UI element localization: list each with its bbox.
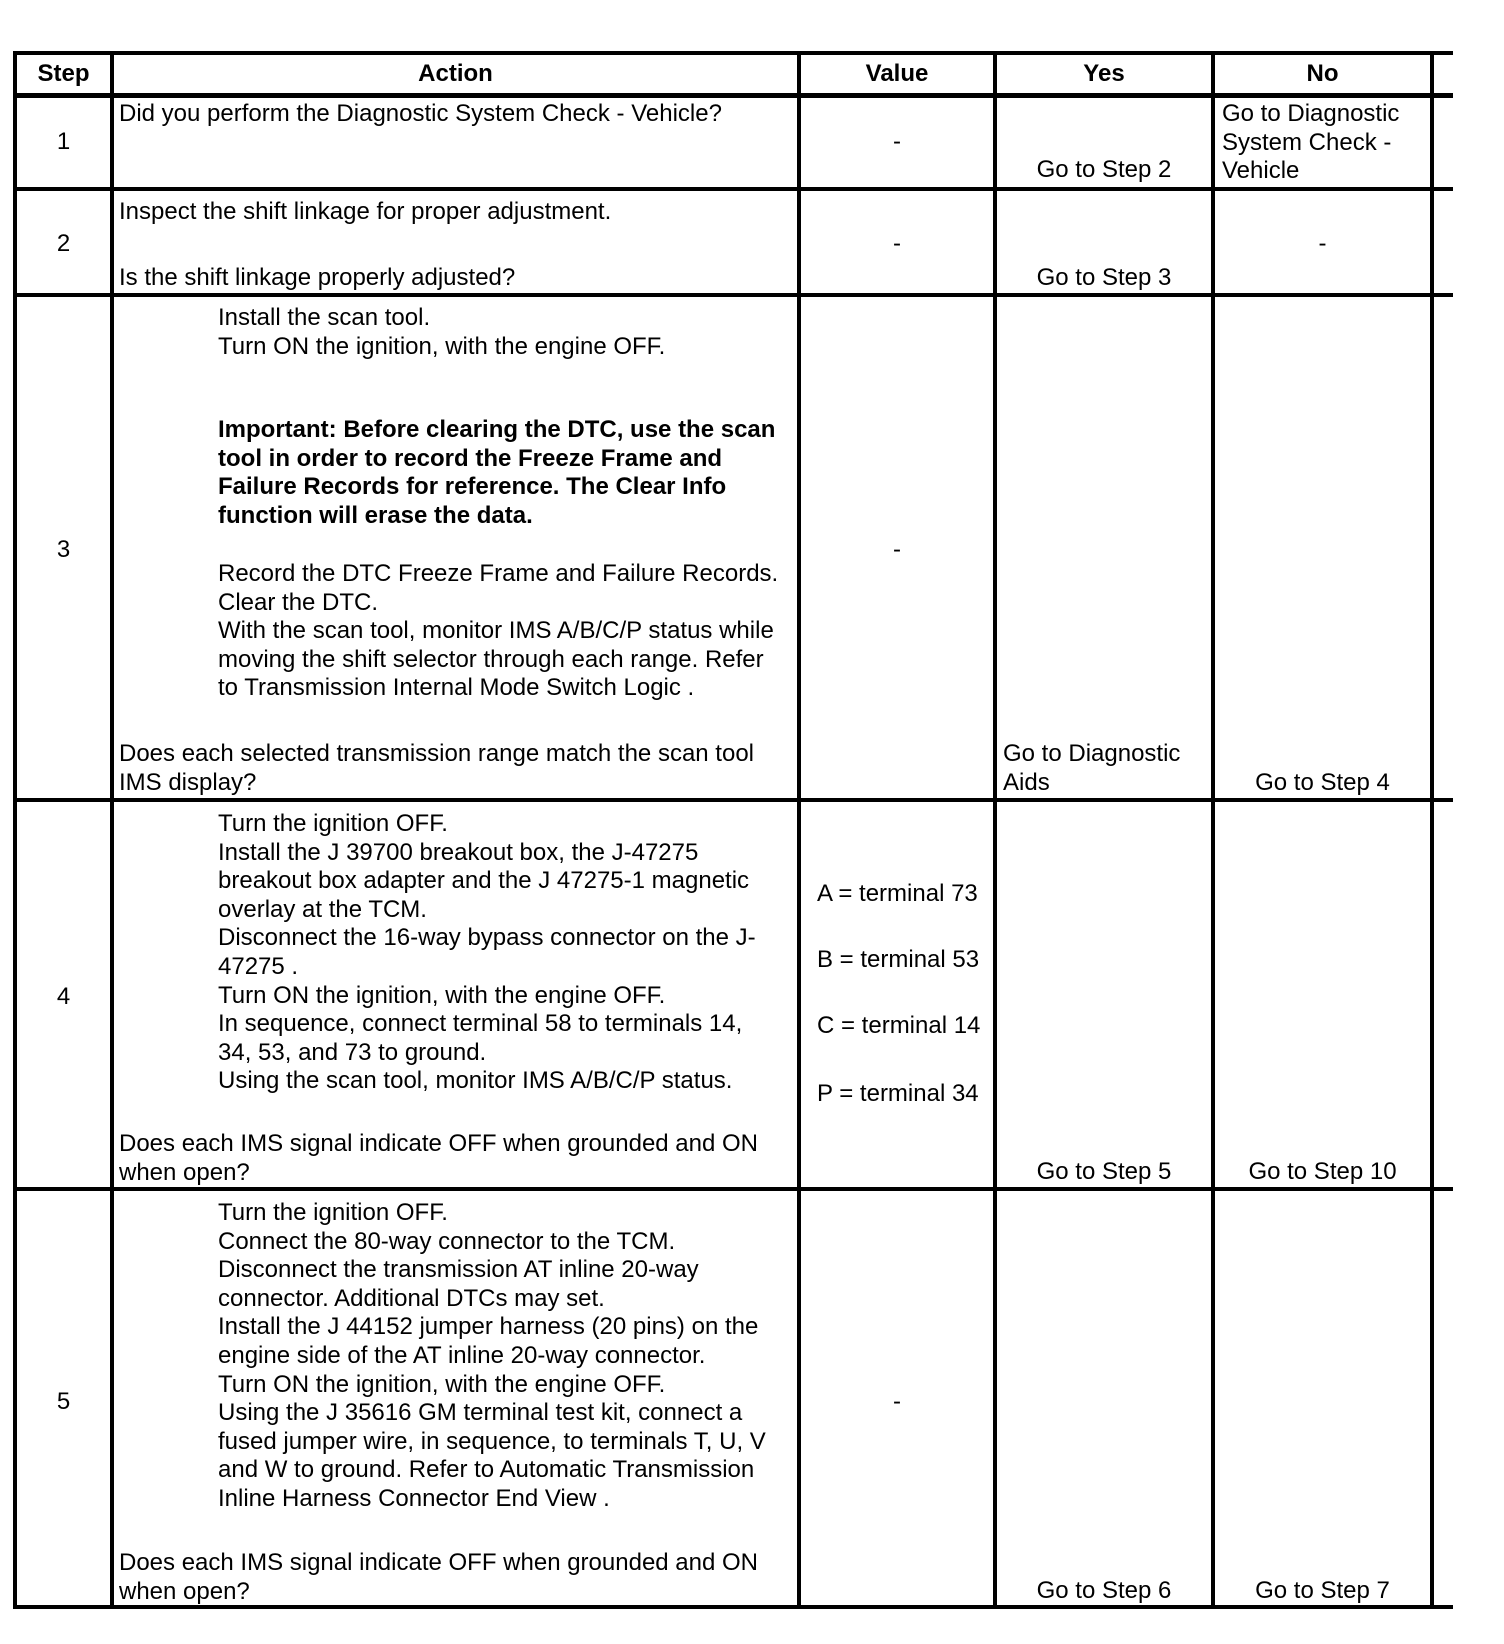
no-line: System Check -: [1222, 128, 1392, 156]
yes-link[interactable]: Go to Step 3: [1036, 264, 1172, 291]
important-line: Failure Records for reference. The Clear Info: [218, 473, 727, 501]
action-line: 34, 53, and 73 to ground.: [218, 1038, 487, 1066]
action-text: Inspect the shift linkage for proper adjustment.: [119, 198, 612, 225]
no-link[interactable]: Go to Step 10: [1248, 1158, 1397, 1185]
question-line: Does each IMS signal indicate OFF when grounded and ON: [119, 1549, 759, 1576]
value-text: -: [893, 128, 901, 155]
action-line: Turn ON the ignition, with the engine OFF.: [218, 332, 666, 360]
step-number: 4: [56, 983, 71, 1010]
yes-link[interactable]: [1003, 740, 1208, 797]
question-line: IMS display?: [119, 768, 257, 796]
row-divider-3: [13, 798, 1453, 802]
action-line: Using the J 35616 GM terminal test kit, connect a: [218, 1399, 743, 1427]
col-divider-yes: [1211, 51, 1215, 1609]
no-line: Go to Diagnostic: [1222, 100, 1400, 127]
value-terminal: C = terminal 14: [817, 1012, 981, 1039]
action-line: Install the J 39700 breakout box, the J-47275: [218, 838, 699, 866]
header-step: Step: [37, 60, 90, 87]
action-line: Turn the ignition OFF.: [218, 1199, 448, 1226]
yes-link[interactable]: Go to Step 6: [1036, 1577, 1172, 1604]
action-text: [119, 100, 794, 129]
action-line: In sequence, connect terminal 58 to terminals 14,: [218, 1010, 743, 1038]
action-line: to Transmission Internal Mode Switch Logic .: [218, 674, 695, 702]
yes-link[interactable]: Go to Step 2: [1036, 156, 1172, 183]
action-line: Install the J 44152 jumper harness (20 pins) on the: [218, 1313, 759, 1341]
action-line: Disconnect the 16-way bypass connector on the J-: [218, 924, 756, 952]
action-question: [119, 1130, 794, 1187]
value-text: -: [893, 1388, 901, 1415]
step-number: 2: [56, 230, 71, 257]
action-line: Using the scan tool, monitor IMS A/B/C/P status.: [218, 1067, 733, 1095]
header-no: No: [1306, 60, 1339, 87]
action-text: [218, 1199, 796, 1514]
important-note: [218, 416, 796, 530]
header-yes: Yes: [1083, 60, 1125, 87]
row-divider-4: [13, 1187, 1453, 1191]
no-text: -: [1318, 230, 1327, 257]
action-line: Connect the 80-way connector to the TCM.: [218, 1227, 676, 1255]
no-line: Vehicle: [1222, 157, 1300, 185]
action-line: Inline Harness Connector End View .: [218, 1484, 610, 1512]
action-line: fused jumper wire, in sequence, to terminals T, U, V: [218, 1427, 766, 1455]
action-line: Turn the ignition OFF.: [218, 810, 448, 837]
action-text: [218, 560, 796, 703]
header-action: Action: [418, 60, 493, 87]
action-line: With the scan tool, monitor IMS A/B/C/P status while: [218, 617, 774, 645]
action-question: [119, 740, 794, 797]
question-line: Does each IMS signal indicate OFF when grounded and ON: [119, 1130, 759, 1157]
important-line: Important: Before clearing the DTC, use the scan: [218, 416, 776, 443]
no-link[interactable]: Go to Step 4: [1255, 769, 1390, 796]
important-line: function will erase the data.: [218, 501, 533, 529]
yes-line: Aids: [1003, 768, 1050, 796]
action-line: 47275 .: [218, 952, 299, 980]
action-line: Turn ON the ignition, with the engine OFF.: [218, 981, 666, 1009]
table-border-left: [13, 51, 17, 1609]
action-line: Clear the DTC.: [218, 588, 379, 616]
action-line: Disconnect the transmission AT inline 20-way: [218, 1256, 699, 1284]
step-number: 3: [56, 536, 71, 563]
row-divider-1: [13, 187, 1453, 191]
action-line: Record the DTC Freeze Frame and Failure Records.: [218, 560, 779, 587]
value-terminal: B = terminal 53: [817, 946, 980, 973]
step-number: 5: [56, 1388, 71, 1415]
action-line: and W to ground. Refer to Automatic Transmission: [218, 1456, 755, 1484]
action-line: Did you perform the Diagnostic System Check - Vehicle?: [119, 100, 722, 127]
step-number: 1: [56, 128, 71, 155]
no-link[interactable]: [1222, 100, 1427, 186]
action-line: Turn ON the ignition, with the engine OFF.: [218, 1370, 666, 1398]
question-line: when open?: [119, 1577, 250, 1605]
yes-line: Go to Diagnostic: [1003, 740, 1181, 767]
value-text: -: [893, 230, 901, 257]
important-line: tool in order to record the Freeze Frame and: [218, 444, 723, 472]
table-border-right: [1430, 51, 1434, 1609]
action-line: moving the shift selector through each range. Refer: [218, 645, 764, 673]
col-divider-step: [110, 51, 114, 1609]
question-line: Does each selected transmission range match the scan tool: [119, 740, 755, 767]
action-line: engine side of the AT inline 20-way connector.: [218, 1341, 706, 1369]
action-line: overlay at the TCM.: [218, 895, 427, 923]
value-terminal: A = terminal 73: [817, 880, 978, 907]
no-link[interactable]: Go to Step 7: [1255, 1577, 1390, 1604]
yes-link[interactable]: Go to Step 5: [1036, 1158, 1172, 1185]
col-divider-action: [797, 51, 801, 1609]
question-line: when open?: [119, 1158, 250, 1186]
action-line: Install the scan tool.: [218, 304, 431, 331]
value-text: -: [893, 536, 901, 563]
action-text: [218, 810, 796, 1096]
action-question: [119, 1549, 794, 1606]
action-text: [218, 304, 796, 361]
action-line: breakout box adapter and the J 47275-1 magnetic: [218, 867, 750, 895]
action-question: Is the shift linkage properly adjusted?: [119, 264, 516, 291]
header-value: Value: [865, 60, 929, 87]
value-terminal: P = terminal 34: [817, 1080, 979, 1107]
action-line: connector. Additional DTCs may set.: [218, 1284, 605, 1312]
row-divider-2: [13, 293, 1453, 297]
